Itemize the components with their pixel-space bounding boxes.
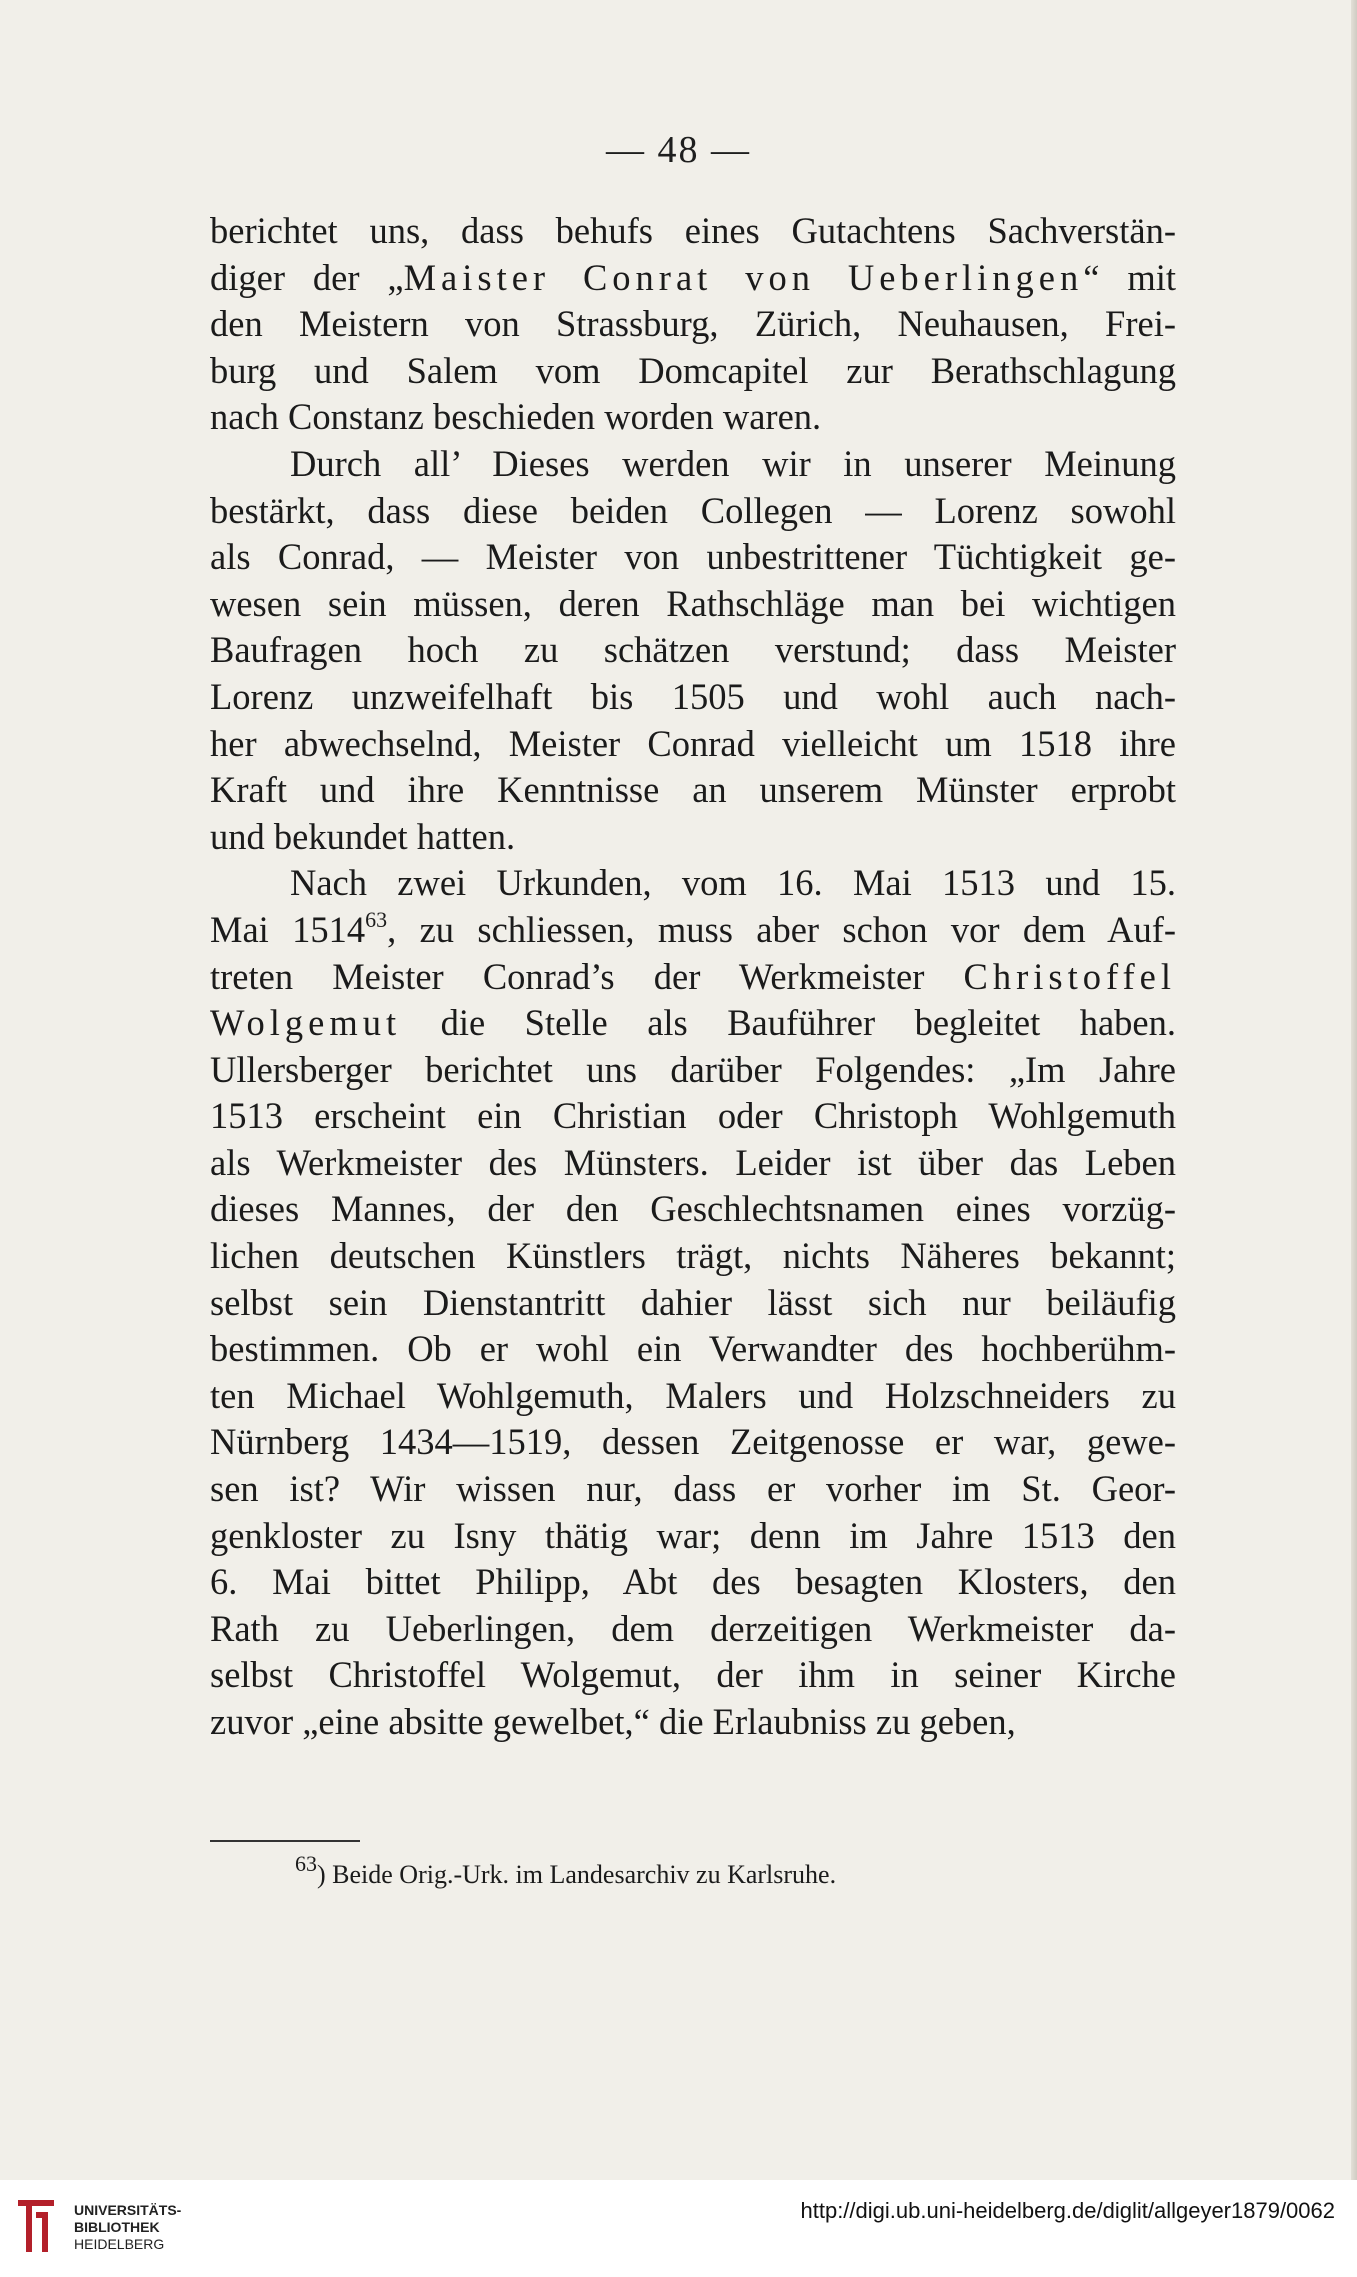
text-line (210, 1699, 1176, 1746)
text-run: ten Michael Wohlgemuth, Malers und Holzschneiders zu (210, 1374, 1176, 1416)
text-line (210, 627, 1176, 674)
text-line (210, 860, 1176, 907)
spaced-name: Christoffel (963, 955, 1176, 997)
text-run: wesen sein müssen, deren Rathschläge man bei wichtigen (210, 582, 1176, 624)
text-line (210, 581, 1176, 628)
text-line (210, 674, 1176, 721)
text-run: den Meistern von Strassburg, Zürich, Neuhausen, Frei- (210, 303, 1176, 345)
text-run: sen ist? Wir wissen nur, dass er vorher im St. Geor- (210, 1468, 1176, 1510)
text-line (210, 394, 1176, 441)
text-run: Baufragen hoch zu schätzen verstund; dass Meister (210, 629, 1176, 671)
text-run: , zu schliessen, muss aber schon vor dem Auf- (387, 908, 1176, 950)
footer-bar (0, 2180, 1357, 2277)
text-run: als Werkmeister des Münsters. Leider ist über das Leben (210, 1141, 1176, 1183)
text-line (210, 1513, 1176, 1560)
text-run: bestärkt, dass diese beiden Collegen — Lorenz sowohl (210, 489, 1176, 531)
text-run: treten Meister Conrad’s der Werkmeister (210, 955, 964, 997)
text-line (210, 767, 1176, 814)
text-line (210, 1326, 1176, 1373)
text-line (210, 1606, 1176, 1653)
text-line (210, 1373, 1176, 1420)
permalink-url[interactable]: http://digi.ub.uni-heidelberg.de/diglit/allgeyer1879/0062 (800, 2198, 1335, 2223)
text-run: lichen deutschen Künstlers trägt, nichts Näheres bekannt; (210, 1235, 1176, 1277)
text-run: zuvor „eine absitte gewelbet,“ die Erlaubniss zu geben, (210, 1701, 1016, 1742)
text-line (210, 348, 1176, 395)
text-line (210, 1652, 1176, 1699)
text-run: “ mit (1083, 256, 1176, 298)
text-line (210, 1047, 1176, 1094)
text-line (210, 255, 1176, 302)
text-line (210, 954, 1176, 1001)
text-run: Ullersberger berichtet uns darüber Folgendes: „Im Jahre (210, 1048, 1176, 1090)
text-line (210, 488, 1176, 535)
text-run: als Conrad, — Meister von unbestrittener Tüchtigkeit ge- (210, 536, 1176, 578)
text-line (210, 721, 1176, 768)
text-run: und bekundet hatten. (210, 815, 516, 857)
footnote-text: ) Beide Orig.-Urk. im Landesarchiv zu Karlsruhe. (317, 1860, 837, 1889)
text-run: selbst sein Dienstantritt dahier lässt sich nur beiläufig (210, 1281, 1176, 1323)
text-run: berichtet uns, dass behufs eines Gutachtens Sachverstän- (210, 210, 1176, 251)
text-line (210, 1093, 1176, 1140)
text-line (210, 208, 1176, 255)
text-run: genkloster zu Isny thätig war; denn im Jahre 1513 den (210, 1514, 1176, 1556)
library-name (74, 2202, 181, 2253)
text-line (210, 441, 1176, 488)
text-line (210, 1419, 1176, 1466)
library-logo-icon (14, 2194, 58, 2258)
text-line (210, 1466, 1176, 1513)
text-line (210, 814, 1176, 861)
library-name-line-3: HEIDELBERG (74, 2236, 165, 2252)
text-line (210, 1000, 1176, 1047)
text-line (210, 301, 1176, 348)
page-edge-shadow (1351, 0, 1357, 2180)
text-line (210, 1140, 1176, 1187)
text-run: Durch all’ Dieses werden wir in unserer Meinung (290, 442, 1176, 484)
text-line (210, 1559, 1176, 1606)
page-number: — 48 — (606, 129, 751, 171)
text-run: Rath zu Ueberlingen, dem derzeitigen Werkmeister da- (210, 1607, 1176, 1649)
library-name-line-2: BIBLIOTHEK (74, 2219, 160, 2235)
library-name-line-1: UNIVERSITÄTS- (74, 2202, 182, 2218)
text-run: burg und Salem vom Domcapitel zur Berathschlagung (210, 349, 1176, 391)
text-line (210, 1233, 1176, 1280)
text-run: her abwechselnd, Meister Conrad vielleicht um 1518 ihre (210, 722, 1176, 764)
footnote-ref: 63 (365, 906, 388, 932)
text-line (210, 907, 1176, 954)
text-run: die Stelle als Bauführer begleitet haben. (401, 1002, 1176, 1044)
text-run: diger der „ (210, 256, 404, 298)
text-run: Kraft und ihre Kenntnisse an unserem Münster erprobt (210, 769, 1176, 811)
spaced-name: Wolgemut (210, 1002, 402, 1044)
body-text (210, 208, 1176, 1746)
footnote (295, 1851, 837, 1890)
text-run: 1513 erscheint ein Christian oder Christoph Wohlgemuth (210, 1095, 1176, 1137)
text-line (210, 534, 1176, 581)
text-run: nach Constanz beschieden worden waren. (210, 396, 822, 438)
text-run: Mai 1514 (210, 908, 366, 950)
footnote-marker: 63 (295, 1851, 317, 1877)
text-line (210, 1280, 1176, 1327)
text-run: selbst Christoffel Wolgemut, der ihm in seiner Kirche (210, 1654, 1176, 1696)
spaced-name: Maister Conrat von Ueberlingen (403, 256, 1084, 298)
footnote-rule (210, 1840, 360, 1842)
text-run: Nürnberg 1434—1519, dessen Zeitgenosse er war, gewe- (210, 1421, 1176, 1463)
text-run: 6. Mai bittet Philipp, Abt des besagten Klosters, den (210, 1561, 1176, 1603)
text-run: dieses Mannes, der den Geschlechtsnamen eines vorzüg- (210, 1188, 1176, 1230)
text-run: bestimmen. Ob er wohl ein Verwandter des hochberühm- (210, 1328, 1176, 1370)
text-line (210, 1186, 1176, 1233)
text-run: Nach zwei Urkunden, vom 16. Mai 1513 und 15. (290, 862, 1176, 904)
text-run: Lorenz unzweifelhaft bis 1505 und wohl auch nach- (210, 675, 1176, 717)
